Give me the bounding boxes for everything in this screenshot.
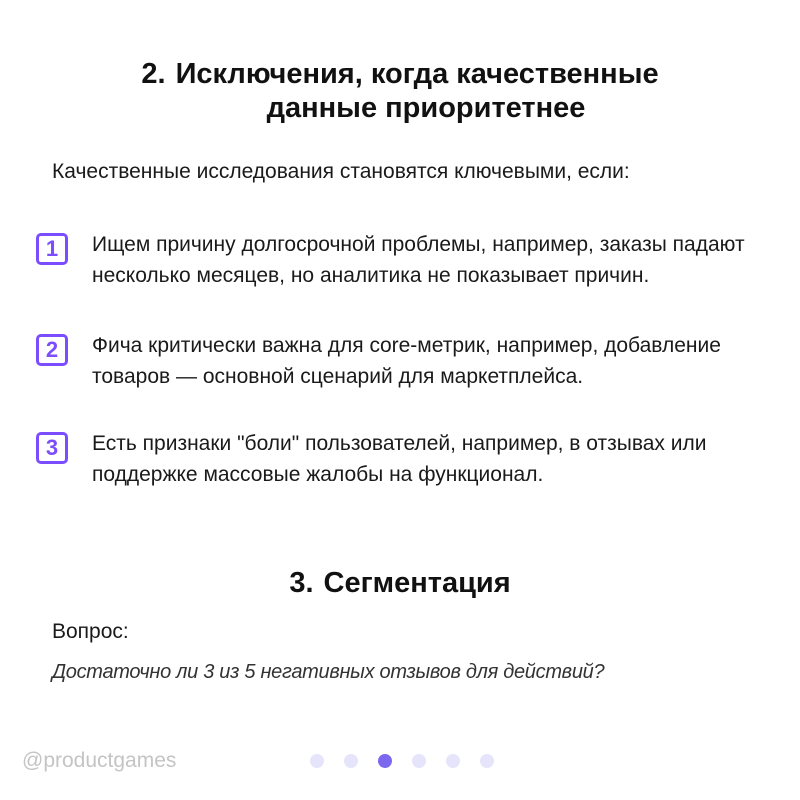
pagination-dot[interactable] (412, 754, 426, 768)
pagination-dot[interactable] (344, 754, 358, 768)
question-text: Достаточно ли 3 из 5 негативных отзывов для действий? (52, 661, 605, 683)
pagination-dot[interactable] (446, 754, 460, 768)
section-3-number: 3. (289, 567, 314, 599)
section-2-title-line2: данные приоритетнее (266, 92, 586, 124)
section-2-number: 2. (141, 58, 166, 90)
number-badge-2-icon: 2 (36, 334, 68, 366)
pagination-dots[interactable] (310, 754, 494, 768)
section-3-title (0, 566, 800, 600)
number-badge-3-icon: 3 (36, 432, 68, 464)
list-item-text: Фича критически важна для core-метрик, например, добавление товаров — основной сценарий для маркетплейса. (92, 334, 721, 388)
section-2-title-line1: Исключения, когда качественные (175, 58, 659, 90)
section-2-title (0, 57, 800, 125)
section-3-title-text: Сегментация (323, 567, 511, 599)
pagination-dot[interactable] (480, 754, 494, 768)
pagination-dot[interactable] (310, 754, 324, 768)
list-item-text: Есть признаки "боли" пользователей, например, в отзывах или поддержке массовые жалобы на функционал. (92, 432, 707, 486)
list-item-text: Ищем причину долгосрочной проблемы, например, заказы падают несколько месяцев, но аналитика не показывает причин. (92, 233, 745, 287)
number-badge-1-icon: 1 (36, 233, 68, 265)
author-handle: @productgames (22, 749, 177, 772)
section-2-intro: Качественные исследования становятся ключевыми, если: (52, 160, 630, 183)
pagination-dot-active[interactable] (378, 754, 392, 768)
question-label: Вопрос: (52, 620, 129, 643)
